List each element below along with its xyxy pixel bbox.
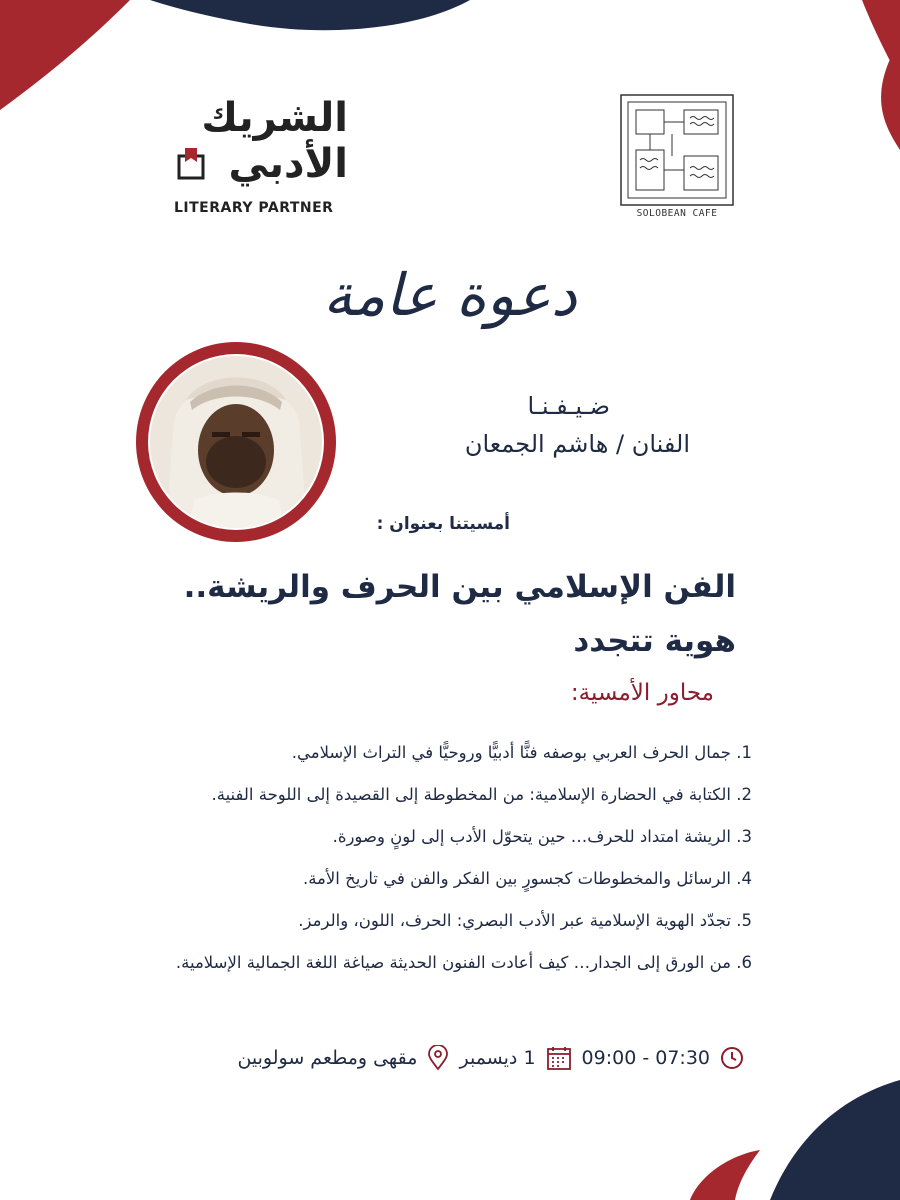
event-location: مقهى ومطعم سولوبين xyxy=(237,1047,418,1069)
list-item: 4. الرسائل والمخطوطات كجسورٍ بين الفكر والفن في تاريخ الأمة. xyxy=(302,869,752,888)
literary-partner-english: LITERARY PARTNER xyxy=(174,200,334,216)
top-left-arc xyxy=(0,0,130,110)
evening-topic: الفن الإسلامي بين الحرف والريشة.. هوية تتجدد xyxy=(183,569,736,659)
literary-partner-arabic-line2: الأدبي xyxy=(228,141,348,187)
axes-label: محاور الأمسية: xyxy=(570,680,714,706)
location-pin-icon xyxy=(427,1045,449,1071)
bottom-crimson-arc xyxy=(690,1150,760,1200)
literary-partner-logo xyxy=(168,96,348,226)
calendar-icon xyxy=(546,1045,572,1071)
book-icon xyxy=(176,146,206,182)
event-date: 1 ديسمبر xyxy=(459,1047,536,1069)
top-navy-arc xyxy=(150,0,470,30)
list-item: 3. الريشة امتداد للحرف… حين يتحوّل الأدب إلى لونٍ وصورة. xyxy=(332,827,752,846)
axes-list xyxy=(52,738,752,990)
guest-name: الفنان / هاشم الجمعان xyxy=(464,430,690,458)
invitation-title: دعوة عامة xyxy=(323,261,577,329)
guest-portrait xyxy=(134,340,338,544)
literary-partner-arabic-line1: الشريك xyxy=(201,95,348,141)
list-item: 1. جمال الحرف العربي بوصفه فنًّا أدبيًّا وروحيًّا في التراث الإسلامي. xyxy=(291,743,752,762)
top-right-arc-2 xyxy=(862,0,900,80)
solobean-name: SOLOBEAN CAFE xyxy=(636,208,718,219)
evening-label: أمسيتنا بعنوان : xyxy=(376,514,510,534)
guest-label: ضـيـفـنـا xyxy=(527,392,610,420)
event-info xyxy=(150,1038,750,1078)
clock-icon xyxy=(720,1046,744,1070)
bottom-right-navy-arc xyxy=(770,1080,900,1200)
list-item: 2. الكتابة في الحضارة الإسلامية: من المخطوطة إلى القصيدة إلى اللوحة الفنية. xyxy=(211,785,752,804)
event-time: 07:30 - 09:00 xyxy=(581,1047,710,1069)
solobean-emblem xyxy=(620,94,734,206)
solobean-logo xyxy=(620,94,734,226)
list-item: 6. من الورق إلى الجدار… كيف أعادت الفنون الحديثة صياغة اللغة الجمالية الإسلامية. xyxy=(175,953,752,972)
list-item: 5. تجدّد الهوية الإسلامية عبر الأدب البصري: الحرف، اللون، والرمز. xyxy=(298,911,752,930)
